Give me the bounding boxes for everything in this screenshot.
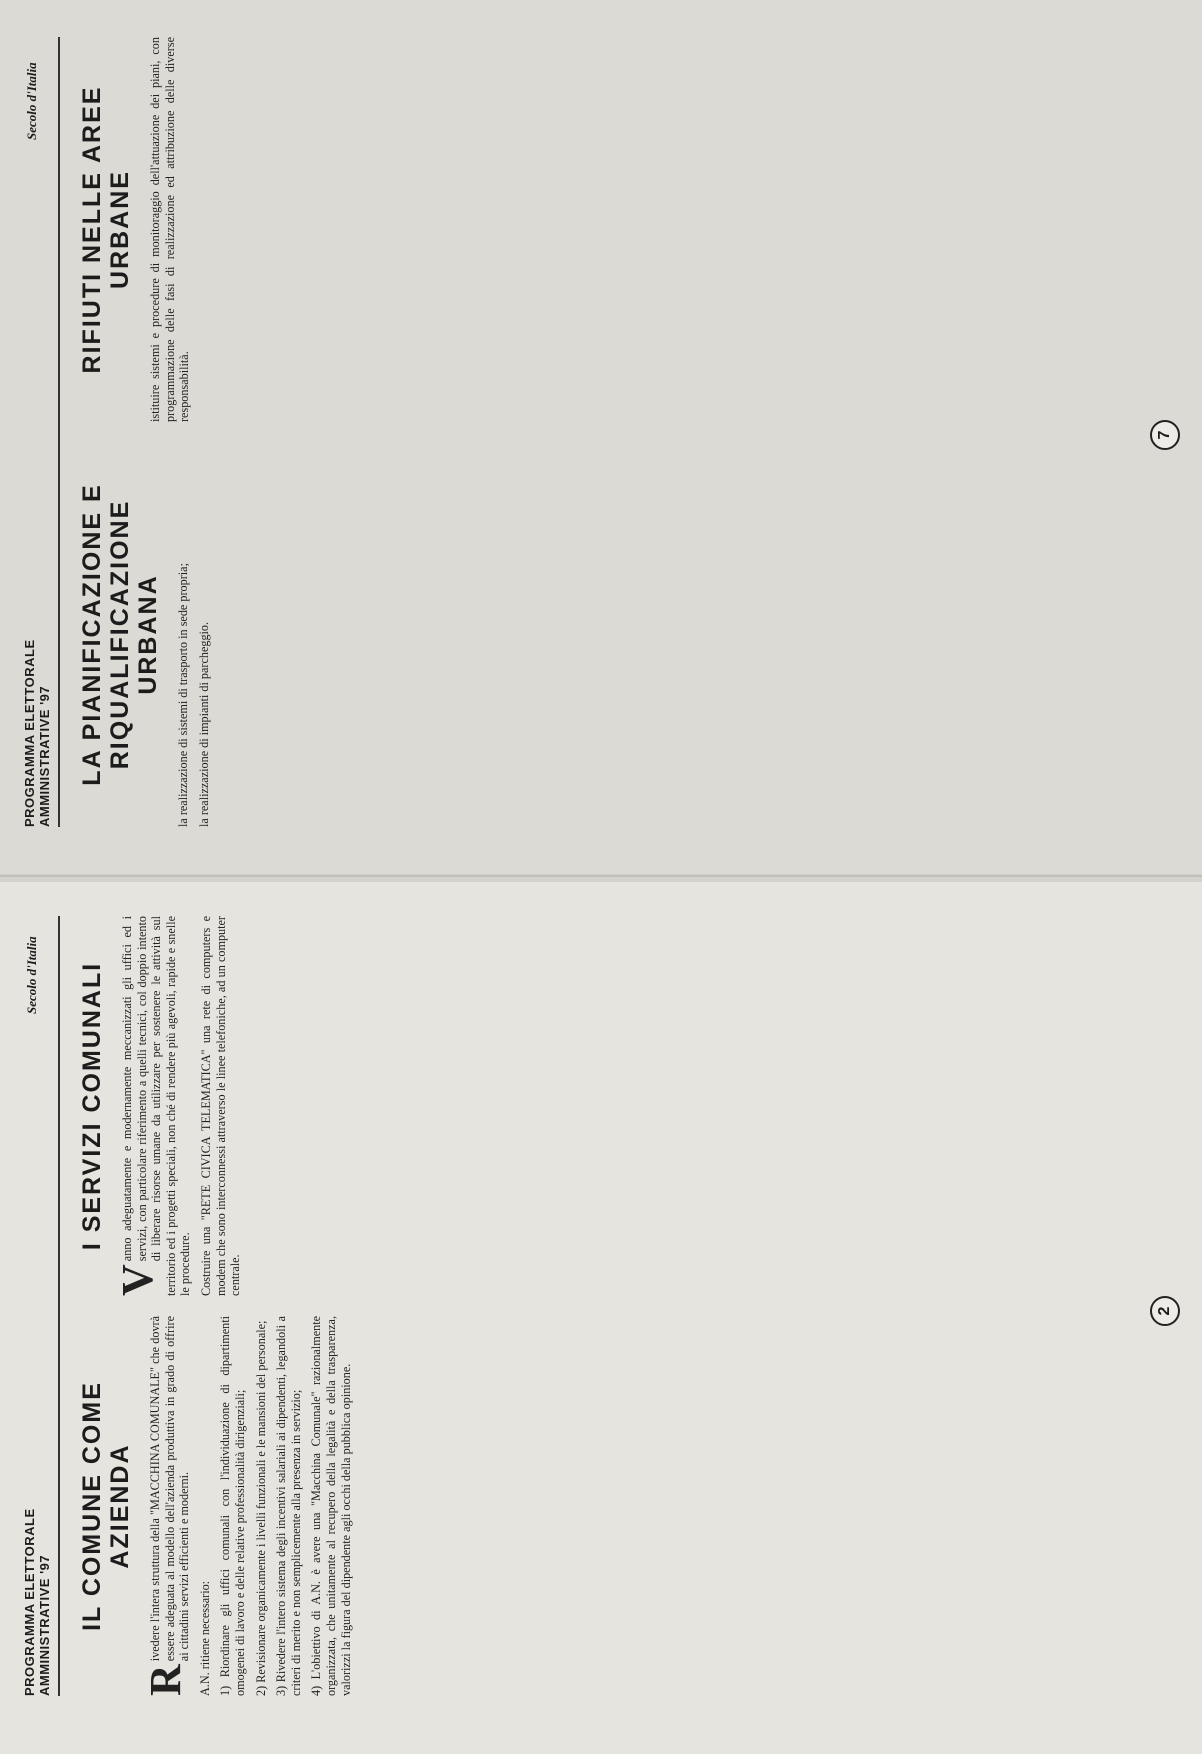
right-column-1: [78, 442, 217, 827]
article-paragraph: 3) Rivedere l'intero sistema degli incentivi salariali ai dipendenti, legandoli a criteri di merito e non semplicemente alla presenza in servizio;: [274, 1316, 303, 1696]
article-paragraph: Costruire una "RETE CIVICA TELEMATICA" una rete di computers e modem che sono interconnessi attraverso le linee telefoniche, ad un computer centrale.: [198, 916, 243, 1296]
article-title-comune-azienda: IL COMUNE COME AZIENDA: [78, 1381, 134, 1631]
right-page-number: 7: [1150, 420, 1180, 450]
right-header-tag: PROGRAMMA ELETTORALE AMMINISTRATIVE '97: [22, 639, 52, 827]
article-paragraph: la realizzazione di sistemi di trasporto in sede propria;: [176, 563, 190, 827]
right-header-rule: [58, 37, 60, 827]
page-fold-shadow: [0, 874, 1202, 882]
left-column-2: [78, 916, 249, 1296]
left-page-number: 2: [1150, 1296, 1180, 1326]
article-title-servizi-comunali: I SERVIZI COMUNALI: [78, 961, 106, 1251]
left-header-tag: PROGRAMMA ELETTORALE AMMINISTRATIVE '97: [22, 1508, 52, 1696]
article-paragraph: Rivedere l'intera struttura della "MACCHINA COMUNALE" che dovrà essere adeguata al modello dell'azienda produttiva in grado di offrire ai cittadini servizi efficienti e moderni.: [141, 1316, 192, 1696]
article-paragraph: A.N. ritiene necessario:: [197, 1580, 212, 1696]
article-paragraph: la realizzazione di impianti di parcheggio.: [196, 621, 211, 827]
article-title-rifiuti-aree-urbane: RIFIUTI NELLE AREE URBANE: [78, 85, 134, 374]
article-paragraph: Vanno adeguatamente e modernamente meccanizzati gli uffici ed i servizi, con particolare riferimento a quelli tecnici, col doppio intento di liberare risorse umane da utilizzare per sostenere le attività sul territorio ed i progetti speciali, non ché di rendere più agevoli, rapide e snelle le procedure.: [113, 916, 193, 1296]
article-paragraph: istituire sistemi e procedure di monitoraggio dell'attuazione dei piani, con programmazione delle fasi di realizzazione ed attribuzione delle diverse responsabilità.: [148, 37, 192, 422]
left-column-1: [78, 1316, 359, 1696]
article-paragraph: 1) Riordinare gli uffici comunali con l'individuazione di dipartimenti omogenei di lavoro e delle relative professionalità dirigenziali;: [218, 1316, 247, 1696]
left-header-rule: [58, 916, 60, 1696]
article-paragraph: 2) Revisionare organicamente i livelli funzionali e le mansioni del personale;: [253, 1320, 268, 1696]
article-title-pianificazione-urbana: LA PIANIFICAZIONE E RIQUALIFICAZIONE URBANA: [78, 483, 162, 786]
right-column-2: [78, 37, 198, 422]
article-paragraph: 4) L'obiettivo di A.N. è avere una "Macchina Comunale" razionalmente organizzata, che unitamente al recupero della legalità e della trasparenza, valorizzi la figura del dipendente agli occhi della pubblica opinione.: [309, 1316, 353, 1696]
right-publication-name: Secolo d'Italia: [24, 62, 39, 140]
left-page: [0, 877, 1202, 1754]
left-publication-name: Secolo d'Italia: [24, 936, 39, 1014]
